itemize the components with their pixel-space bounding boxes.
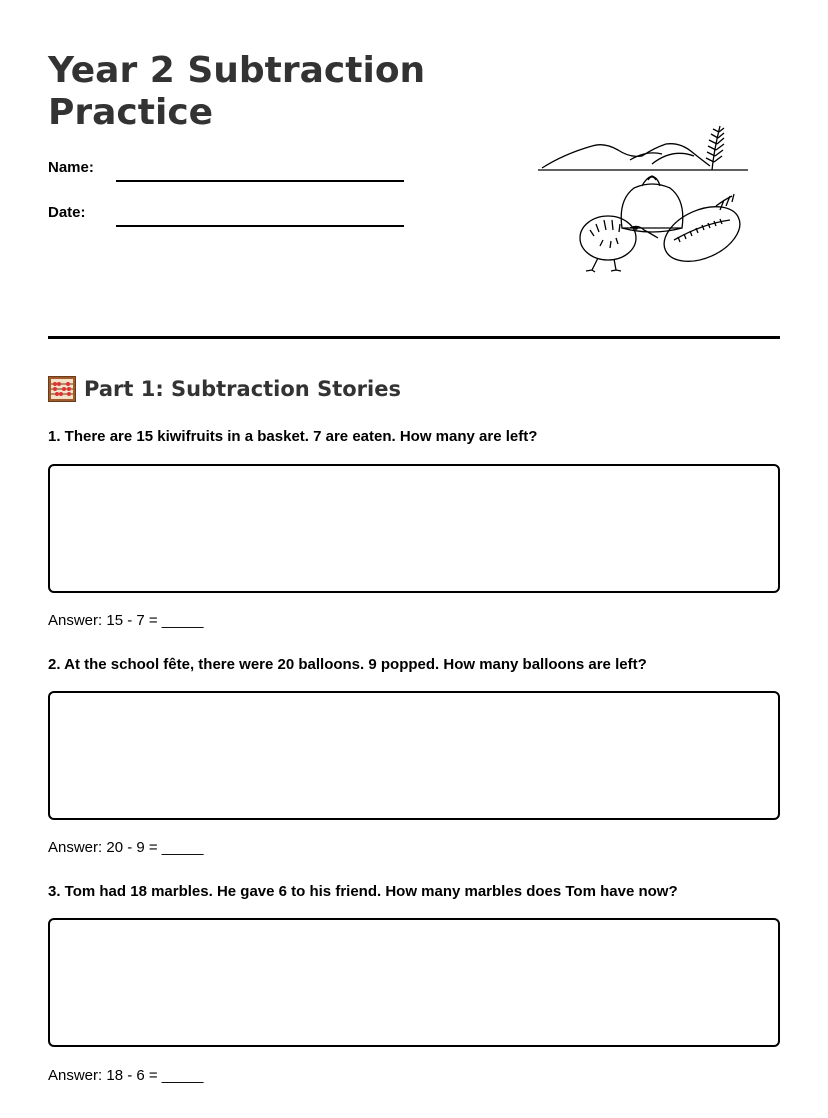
question-3: 3. Tom had 18 marbles. He gave 6 to his friend. How many marbles does Tom have now? [48,883,678,900]
nz-scene-illustration [534,120,754,275]
section-divider [48,336,780,339]
kiwi-bird-icon [580,216,658,272]
date-line [116,225,404,227]
answer-line-2: Answer: 20 - 9 = _____ [48,839,204,856]
abacus-icon [48,376,76,402]
answer-line-1: Answer: 15 - 7 = _____ [48,612,204,629]
name-line [116,180,404,182]
pavlova-icon [621,176,683,232]
question-2: 2. At the school fête, there were 20 balloons. 9 popped. How many balloons are left? [48,656,647,673]
answer-box-1[interactable] [48,464,780,593]
page-title: Year 2 Subtraction Practice [48,50,426,133]
mountains-icon [542,144,710,168]
answer-box-2[interactable] [48,691,780,820]
answer-line-3: Answer: 18 - 6 = _____ [48,1067,204,1084]
rugby-ball-icon [656,194,749,272]
answer-box-3[interactable] [48,918,780,1047]
name-label: Name: [48,159,94,176]
date-label: Date: [48,204,86,221]
section-title [48,374,401,404]
fern-icon [706,126,724,170]
question-1: 1. There are 15 kiwifruits in a basket. 7 are eaten. How many are left? [48,428,538,445]
section-title-text: Part 1: Subtraction Stories [84,377,401,401]
